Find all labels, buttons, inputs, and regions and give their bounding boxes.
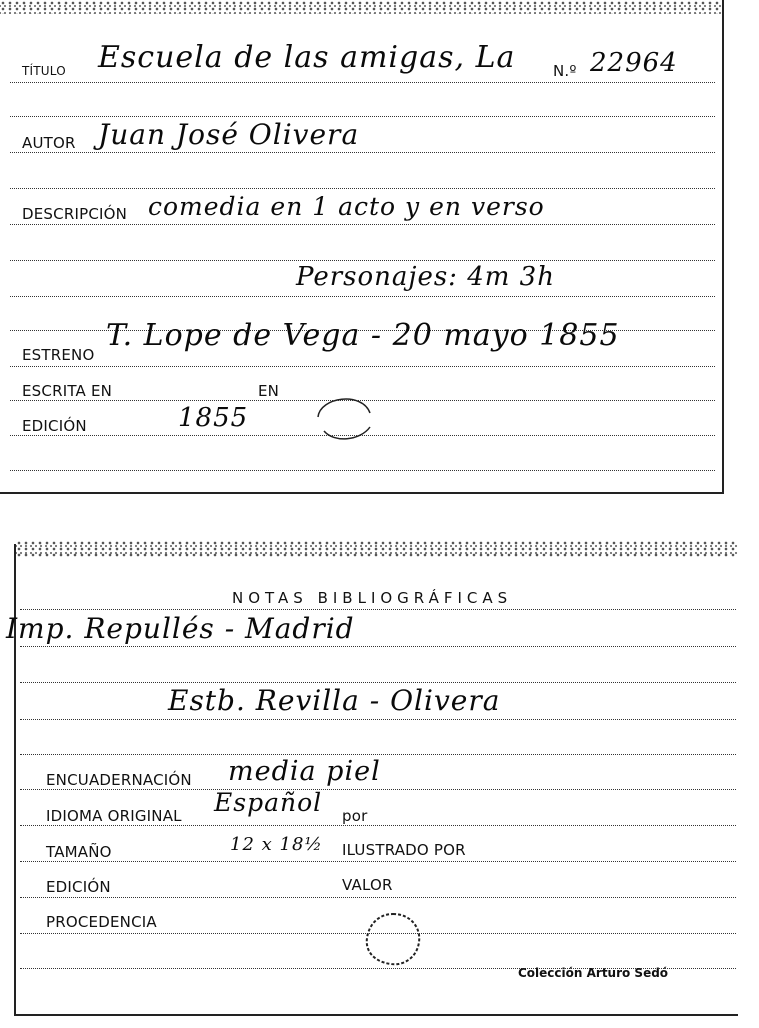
rule-line bbox=[20, 609, 736, 610]
punch-hole-mark bbox=[310, 385, 380, 447]
rule-line bbox=[10, 82, 715, 83]
rule-line bbox=[20, 754, 736, 755]
rule-line bbox=[20, 861, 736, 862]
estreno-label: ESTRENO bbox=[22, 346, 95, 364]
rule-line bbox=[10, 296, 715, 297]
autor-label: AUTOR bbox=[22, 134, 76, 152]
tamano-value: 12 x 18½ bbox=[230, 834, 323, 855]
idioma-value: Español bbox=[214, 788, 323, 817]
titulo-value: Escuela de las amigas, La bbox=[98, 40, 516, 75]
por-label: por bbox=[342, 807, 368, 825]
catalog-card-back bbox=[6, 544, 738, 1016]
torn-edge bbox=[16, 540, 738, 558]
autor-value: Juan José Olivera bbox=[98, 118, 360, 151]
numero-label: N.º bbox=[553, 62, 577, 80]
rule-line bbox=[10, 366, 715, 367]
idioma-original-label: IDIOMA ORIGINAL bbox=[46, 807, 182, 825]
rule-line bbox=[20, 682, 736, 683]
catalog-card-front bbox=[0, 0, 724, 494]
rule-line bbox=[10, 116, 715, 117]
ilustrado-por-label: ILUSTRADO POR bbox=[342, 841, 466, 859]
torn-edge bbox=[0, 0, 722, 14]
rule-line bbox=[10, 260, 715, 261]
procedencia-label: PROCEDENCIA bbox=[46, 913, 157, 931]
coleccion-credit: Colección Arturo Sedó bbox=[518, 966, 669, 980]
personajes-value: Personajes: 4m 3h bbox=[296, 262, 555, 292]
rule-line bbox=[10, 224, 715, 225]
encuadernacion-label: ENCUADERNACIÓN bbox=[46, 771, 192, 789]
rule-line bbox=[20, 897, 736, 898]
en-label: EN bbox=[258, 382, 280, 400]
titulo-label: TÍTULO bbox=[22, 64, 66, 78]
notas-heading: NOTAS BIBLIOGRÁFICAS bbox=[232, 589, 513, 607]
punch-hole-mark bbox=[361, 910, 425, 970]
edicion-label-back: EDICIÓN bbox=[46, 878, 111, 896]
descripcion-value: comedia en 1 acto y en verso bbox=[148, 192, 545, 221]
imprenta-value: Imp. Repullés - Madrid bbox=[6, 612, 355, 645]
descripcion-label: DESCRIPCIÓN bbox=[22, 205, 128, 223]
tamano-label: TAMAÑO bbox=[46, 843, 112, 861]
rule-line bbox=[20, 789, 736, 790]
rule-line bbox=[10, 152, 715, 153]
rule-line bbox=[20, 825, 736, 826]
edicion-value: 1855 bbox=[178, 403, 249, 433]
rule-line bbox=[10, 188, 715, 189]
rule-line bbox=[20, 719, 736, 720]
rule-line bbox=[10, 470, 715, 471]
valor-label: VALOR bbox=[342, 876, 393, 894]
numero-value: 22964 bbox=[590, 48, 678, 78]
escrita-en-label: ESCRITA EN bbox=[22, 382, 113, 400]
estreno-value: T. Lope de Vega - 20 mayo 1855 bbox=[106, 318, 620, 353]
establecimiento-value: Estb. Revilla - Olivera bbox=[168, 684, 501, 717]
rule-line bbox=[20, 646, 736, 647]
edicion-label: EDICIÓN bbox=[22, 417, 87, 435]
encuadernacion-value: media piel bbox=[228, 756, 381, 787]
